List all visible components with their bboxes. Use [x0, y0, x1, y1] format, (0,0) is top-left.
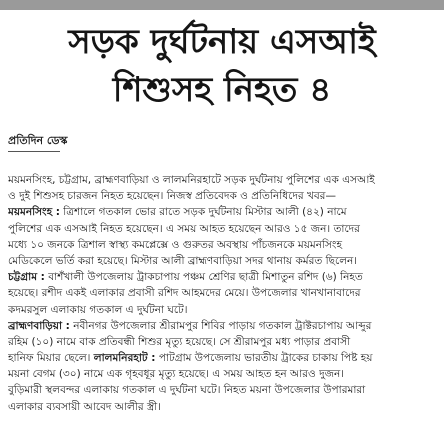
body-text: হানিফ মিয়ার ছেলে।	[8, 352, 94, 365]
article-body	[8, 172, 436, 415]
body-text: মধ্যে ১০ জনকে ত্রিশাল স্বাস্থ্য কমপ্লেক্সে ও গুরুতর অবস্থায় পাঁচজনকে ময়মনসিংহ	[8, 238, 342, 251]
body-text: বাশঁখালী উপজেলায় ট্রাকচাপায় পঞ্চম শ্রেণির ছাত্রী মিশাতুন রশিদ (৬) নিহত	[44, 271, 363, 284]
body-text: এলাকার ব্যবসায়ী আবেদ আলীর স্ত্রী।	[8, 400, 161, 413]
body-line	[8, 399, 436, 415]
body-text: হয়েছে। রশীদ একই এলাকার প্রবাসী রশিদ আহমদের মেয়ে। উপজেলার খানখানাবাদের	[8, 287, 361, 300]
body-line	[8, 188, 436, 204]
headline-line-1: সড়ক দুর্ঘটনায় এসআই	[68, 22, 376, 62]
headline	[0, 18, 444, 114]
place-lead: ব্রাহ্মণবাড়িয়া :	[8, 319, 70, 332]
body-line	[8, 269, 436, 285]
place-lead: লালমনিরহাট :	[93, 352, 156, 365]
place-lead: ময়মনসিংহ :	[8, 206, 60, 219]
byline-underline	[8, 151, 60, 152]
body-line	[8, 302, 436, 318]
body-text: ও দুই শিশুসহ চারজন নিহত হয়েছেন। নিজস্ব প্রতিবেদক ও প্রতিনিধিদের খবর—	[8, 190, 336, 203]
body-line	[8, 350, 436, 366]
body-line	[8, 172, 436, 188]
body-line	[8, 204, 436, 220]
body-line	[8, 382, 436, 398]
body-line	[8, 253, 436, 269]
body-text: ময়মনসিংহ, চট্টগ্রাম, ব্রাহ্মণবাড়িয়া ও লালমনিরহাটে সড়ক দুর্ঘটনায় পুলিশের এক এসআই	[8, 174, 375, 186]
body-text: নবীনগর উপজেলার শ্রীরামপুর শিবির পাড়ায় গতকাল ট্রাক্টরচাপায় আব্দুর	[69, 319, 372, 332]
body-line	[8, 237, 436, 253]
place-lead: চট্টগ্রাম :	[8, 271, 45, 284]
body-text: পাটগ্রাম উপজেলায় ভারতীয় ট্রাকের চাকায় পিষ্ট হয়	[155, 352, 373, 365]
body-line	[8, 366, 436, 382]
body-text: কদমরসুল এলাকায় গতকাল এ দুর্ঘটনা ঘটে।	[8, 303, 188, 316]
body-text: ময়না বেগম (৩০) নামে এক গৃহবধূর মৃত্যু হয়েছে। এ সময় আহত হন আরও দুজন।	[8, 368, 345, 381]
byline: প্রতিদিন ডেস্ক	[8, 134, 68, 147]
body-text: পুলিশের এক এসআই নিহত হয়েছেন। এ সময় আহত হয়েছেন আরও ১৫ জন। তাদের	[8, 222, 360, 235]
body-text: বুড়িমারী স্থলবন্দর এলাকায় গতকাল এ দুর্ঘটনা ঘটে। নিহত ময়না উপজেলার উপারমারা	[8, 384, 366, 397]
body-line	[8, 334, 436, 350]
body-text: রহিম (১০) নামে বাক প্রতিবন্ধী শিশুর মৃত্যু হয়েছে। সে শ্রীরামপুর মধ্য পাড়ার প্রবাসী	[8, 335, 351, 348]
body-text: ত্রিশালে গতকাল ভোর রাতে সড়ক দুর্ঘটনায় মিস্টার আলী (৪২) নামে	[59, 206, 347, 219]
body-line	[8, 221, 436, 237]
top-rule	[0, 0, 444, 10]
body-text: মেডিকেলে ভর্তি করা হয়েছে। মিস্টার আলী ব্রাহ্মণবাড়িয়া সদর থানায় কর্মরত ছিলেন।	[8, 254, 358, 267]
body-line	[8, 318, 436, 334]
headline-line-2: শিশুসহ নিহত ৪	[112, 70, 332, 110]
body-line	[8, 285, 436, 301]
